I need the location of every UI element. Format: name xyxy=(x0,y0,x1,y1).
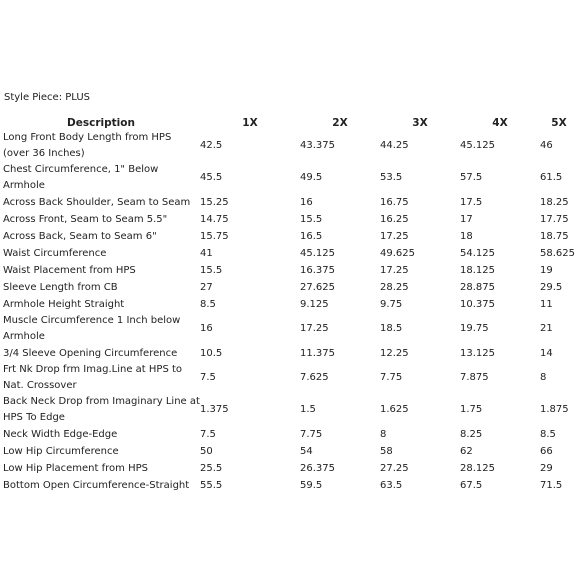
row-description: Across Back Shoulder, Seam to Seam xyxy=(3,196,191,208)
row-description: Back Neck Drop from Imaginary Line at HPS To Edge xyxy=(3,396,200,423)
cell-1x: 14.75 xyxy=(200,213,229,225)
table-row xyxy=(2,362,578,394)
cell-5x: 61.5 xyxy=(540,172,563,183)
cell-1x: 16 xyxy=(200,323,213,334)
cell-3x: 58 xyxy=(380,445,393,457)
table-row xyxy=(2,460,578,477)
table-row xyxy=(2,130,578,162)
table-row xyxy=(2,194,578,211)
cell-4x: 7.875 xyxy=(460,372,489,383)
cell-5x: 18.25 xyxy=(540,196,569,208)
cell-1x: 15.25 xyxy=(200,196,229,208)
table-row xyxy=(2,345,578,362)
cell-4x: 19.75 xyxy=(460,323,489,334)
cell-2x: 7.625 xyxy=(300,372,329,383)
cell-1x: 8.5 xyxy=(200,298,216,310)
row-description: Low Hip Circumference xyxy=(3,445,119,457)
cell-2x: 26.375 xyxy=(300,462,335,474)
cell-4x: 67.5 xyxy=(460,479,483,491)
cell-4x: 57.5 xyxy=(460,172,483,183)
cell-3x: 53.5 xyxy=(380,172,403,183)
size-spec-table xyxy=(2,115,578,494)
cell-2x: 7.75 xyxy=(300,428,323,440)
row-description: Chest Circumference, 1" Below Armhole xyxy=(3,164,159,191)
cell-2x: 54 xyxy=(300,445,313,457)
cell-1x: 45.5 xyxy=(200,172,223,183)
cell-1x: 25.5 xyxy=(200,462,223,474)
cell-1x: 27 xyxy=(200,281,213,293)
table-row xyxy=(2,211,578,228)
table-row xyxy=(2,313,578,345)
cell-4x: 8.25 xyxy=(460,428,483,440)
cell-3x: 49.625 xyxy=(380,247,415,259)
cell-3x: 12.25 xyxy=(380,347,409,359)
cell-2x: 43.375 xyxy=(300,140,335,151)
cell-2x: 11.375 xyxy=(300,347,335,359)
table-row xyxy=(2,426,578,443)
cell-5x: 14 xyxy=(540,347,553,359)
cell-3x: 9.75 xyxy=(380,298,403,310)
table-row xyxy=(2,443,578,460)
cell-5x: 29.5 xyxy=(540,281,563,293)
cell-2x: 17.25 xyxy=(300,323,329,334)
cell-5x: 8.5 xyxy=(540,428,556,440)
row-description: Bottom Open Circumference-Straight xyxy=(3,479,190,491)
table-row xyxy=(2,245,578,262)
table-row xyxy=(2,228,578,245)
cell-4x: 13.125 xyxy=(460,347,495,359)
column-header-2x: 2X xyxy=(332,116,348,129)
cell-1x: 15.75 xyxy=(200,230,229,242)
cell-5x: 18.75 xyxy=(540,230,569,242)
cell-2x: 45.125 xyxy=(300,247,335,259)
cell-4x: 45.125 xyxy=(460,140,495,151)
cell-3x: 16.75 xyxy=(380,196,409,208)
cell-5x: 1.875 xyxy=(540,404,569,415)
row-description: Waist Circumference xyxy=(3,247,107,259)
cell-5x: 21 xyxy=(540,323,553,334)
table-row xyxy=(2,262,578,279)
cell-1x: 15.5 xyxy=(200,264,223,276)
cell-2x: 16.5 xyxy=(300,230,323,242)
table-header-row xyxy=(2,115,578,130)
cell-5x: 11 xyxy=(540,298,553,310)
cell-5x: 66 xyxy=(540,445,553,457)
cell-4x: 18 xyxy=(460,230,473,242)
cell-4x: 18.125 xyxy=(460,264,495,276)
cell-2x: 15.5 xyxy=(300,213,323,225)
cell-2x: 27.625 xyxy=(300,281,335,293)
cell-3x: 44.25 xyxy=(380,140,409,151)
cell-4x: 1.75 xyxy=(460,404,483,415)
table-row xyxy=(2,296,578,313)
column-header-5x: 5X xyxy=(551,116,567,129)
cell-4x: 54.125 xyxy=(460,247,495,259)
table-row xyxy=(2,394,578,426)
row-description: Armhole Height Straight xyxy=(3,298,125,310)
row-description: Neck Width Edge-Edge xyxy=(3,428,118,440)
row-description: Across Front, Seam to Seam 5.5" xyxy=(3,213,168,225)
cell-2x: 1.5 xyxy=(300,404,316,415)
cell-4x: 17.5 xyxy=(460,196,483,208)
row-description: Low Hip Placement from HPS xyxy=(3,462,148,474)
cell-3x: 17.25 xyxy=(380,264,409,276)
cell-3x: 63.5 xyxy=(380,479,403,491)
column-header-1x: 1X xyxy=(242,116,258,129)
style-piece-label: Style Piece: PLUS xyxy=(4,92,91,103)
column-header-4x: 4X xyxy=(492,116,508,129)
row-description: Waist Placement from HPS xyxy=(3,264,136,276)
cell-5x: 17.75 xyxy=(540,213,569,225)
cell-2x: 59.5 xyxy=(300,479,323,491)
row-description: Frt Nk Drop frm Imag.Line at HPS to Nat. Crossover xyxy=(3,364,183,391)
cell-3x: 7.75 xyxy=(380,372,403,383)
cell-3x: 1.625 xyxy=(380,404,409,415)
cell-2x: 16.375 xyxy=(300,264,335,276)
cell-5x: 19 xyxy=(540,264,553,276)
cell-3x: 27.25 xyxy=(380,462,409,474)
cell-5x: 46 xyxy=(540,140,553,151)
cell-1x: 10.5 xyxy=(200,347,223,359)
column-header-3x: 3X xyxy=(412,116,428,129)
cell-1x: 7.5 xyxy=(200,372,216,383)
cell-3x: 28.25 xyxy=(380,281,409,293)
cell-1x: 7.5 xyxy=(200,428,216,440)
cell-4x: 10.375 xyxy=(460,298,495,310)
row-description: Muscle Circumference 1 Inch below Armhole xyxy=(3,315,181,342)
table-row xyxy=(2,162,578,194)
cell-1x: 50 xyxy=(200,445,213,457)
cell-1x: 55.5 xyxy=(200,479,223,491)
row-description: Long Front Body Length from HPS (over 36 Inches) xyxy=(3,132,172,159)
cell-3x: 8 xyxy=(380,428,387,440)
cell-4x: 17 xyxy=(460,213,473,225)
row-description: Across Back, Seam to Seam 6" xyxy=(3,230,157,242)
cell-5x: 29 xyxy=(540,462,553,474)
cell-2x: 49.5 xyxy=(300,172,323,183)
table-row xyxy=(2,477,578,494)
cell-5x: 8 xyxy=(540,372,547,383)
table-row xyxy=(2,279,578,296)
cell-3x: 18.5 xyxy=(380,323,403,334)
row-description: 3/4 Sleeve Opening Circumference xyxy=(3,347,178,359)
cell-5x: 58.625 xyxy=(540,247,575,259)
cell-3x: 17.25 xyxy=(380,230,409,242)
cell-3x: 16.25 xyxy=(380,213,409,225)
column-header-description: Description xyxy=(67,116,135,129)
row-description: Sleeve Length from CB xyxy=(3,281,118,293)
cell-5x: 71.5 xyxy=(540,479,563,491)
cell-1x: 42.5 xyxy=(200,140,223,151)
cell-2x: 9.125 xyxy=(300,298,329,310)
cell-4x: 62 xyxy=(460,445,473,457)
cell-4x: 28.125 xyxy=(460,462,495,474)
cell-1x: 1.375 xyxy=(200,404,229,415)
cell-4x: 28.875 xyxy=(460,281,495,293)
cell-1x: 41 xyxy=(200,247,213,259)
cell-2x: 16 xyxy=(300,196,313,208)
